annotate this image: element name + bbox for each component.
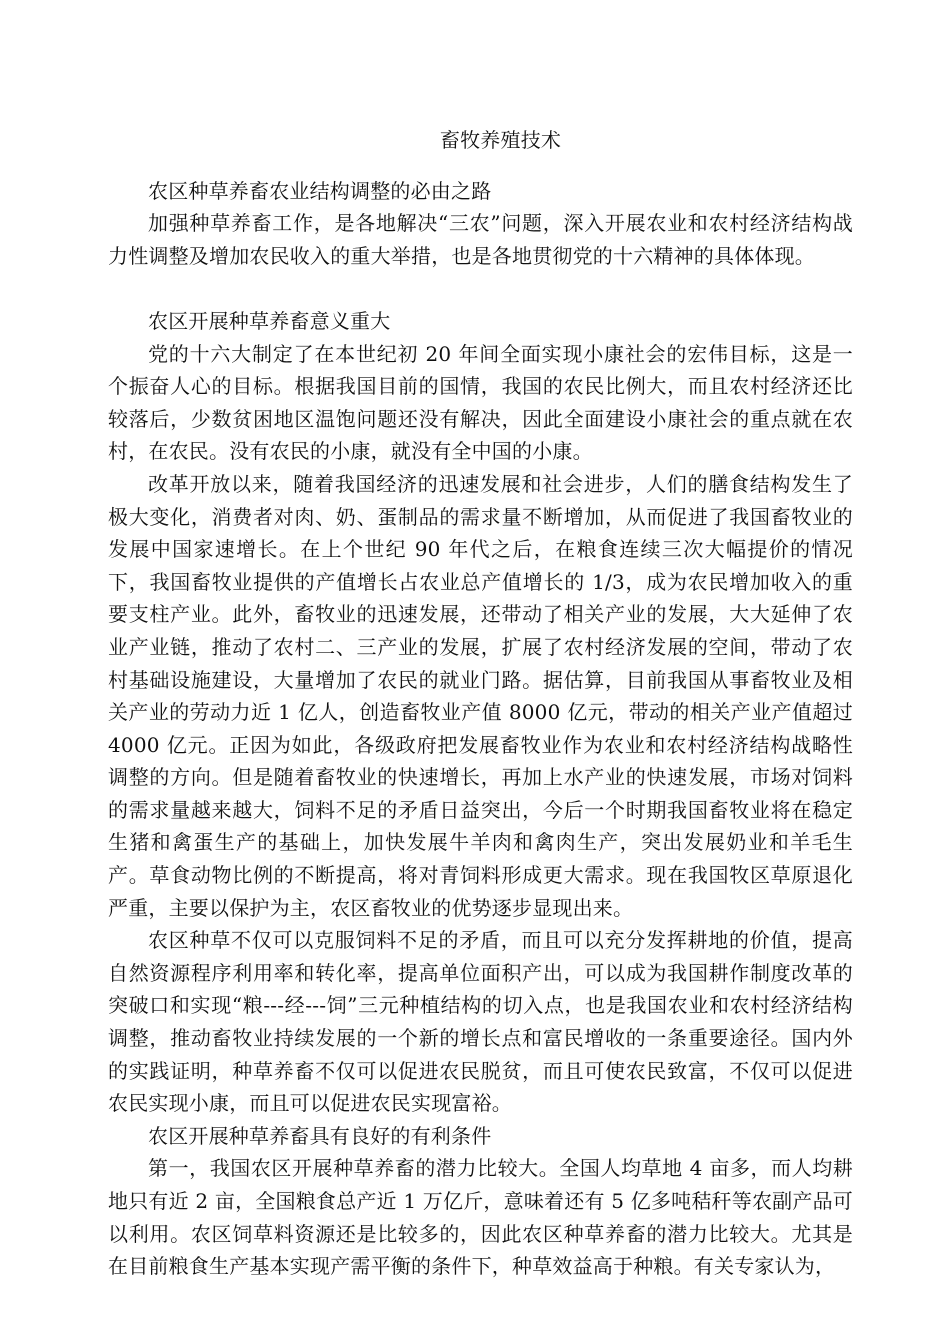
- paragraph: 改革开放以来，随着我国经济的迅速发展和社会进步，人们的膳食结构发生了极大变化，消费者对肉、奶、蛋制品的需求量不断增加，从而促进了我国畜牧业的发展中国家速增长。在上个世纪 90 年代之后，在粮食连续三次大幅提价的情况下，我国畜牧业提供的产值增长占农业总产值增长的 1/3，成为农民增加收入的重要支柱产业。此外，畜牧业的迅速发展，还带动了相关产业的发展，大大延伸了农业产业链，推动了农村二、三产业的发展，扩展了农村经济发展的空间，带动了农村基础设施建设，大量增加了农民的就业门路。据估算，目前我国从事畜牧业及相关产业的劳动力近 1 亿人，创造畜牧业产值 8000 亿元，带动的相关产业产值超过 4000 亿元。正因为如此，各级政府把发展畜牧业作为农业和农村经济结构战略性调整的方向。但是随着畜牧业的快速增长，再加上水产业的快速发展，市场对饲料的需求量越来越大，饲料不足的矛盾日益突出，今后一个时期我国畜牧业将在稳定生猪和禽蛋生产的基础上，加快发展牛羊肉和禽肉生产，突出发展奶业和羊毛生产。草食动物比例的不断提高，将对青饲料形成更大需求。现在我国牧区草原退化严重，主要以保护为主，农区畜牧业的优势逐步显现出来。: [108, 471, 853, 920]
- paragraph: 加强种草养畜工作，是各地解决“三农”问题，深入开展农业和农村经济结构战力性调整及增加农民收入的重大举措，也是各地贯彻党的十六精神的具体体现。: [108, 211, 853, 268]
- document-title: 畜牧养殖技术: [439, 128, 562, 152]
- blank-line: [108, 272, 853, 305]
- section-heading-significance: 农区开展种草养畜意义重大: [148, 308, 391, 333]
- paragraph: 党的十六大制定了在本世纪初 20 年间全面实现小康社会的宏伟目标，这是一个振奋人心的目标。根据我国目前的国情，我国的农民比例大，而且农村经济还比较落后，少数贫困地区温饱问题还没有解决，因此全面建设小康社会的重点就在农村，在农民。没有农民的小康，就没有全中国的小康。: [108, 341, 853, 464]
- paragraph: 农区种草不仅可以克服饲料不足的矛盾，而且可以充分发挥耕地的价值，提高自然资源程序利用率和转化率，提高单位面积产出，可以成为我国耕作制度改革的突破口和实现“粮---经---饲”三元种植结构的切入点，也是我国农业和农村经济结构调整，推动畜牧业持续发展的一个新的增长点和富民增收的一条重要途径。国内外的实践证明，种草养畜不仅可以促进农民脱贫，而且可使农民致富，不仅可以促进农民实现小康，而且可以促进农民实现富裕。: [108, 928, 853, 1116]
- document-page: [108, 124, 853, 1283]
- section-heading-structure-adjustment: 农区种草养畜农业结构调整的必由之路: [148, 178, 492, 203]
- paragraph: 第一，我国农区开展种草养畜的潜力比较大。全国人均草地 4 亩多，而人均耕地只有近 2 亩，全国粮食总产近 1 万亿斤，意味着还有 5 亿多吨秸秆等农副产品可以利用。农区饲草料资源还是比较多的，因此农区种草养畜的潜力比较大。尤其是在目前粮食生产基本实现产需平衡的条件下，种草效益高于种粮。有关专家认为，: [108, 1156, 853, 1279]
- section-heading-favorable-conditions: 农区开展种草养畜具有良好的有利条件: [148, 1123, 492, 1148]
